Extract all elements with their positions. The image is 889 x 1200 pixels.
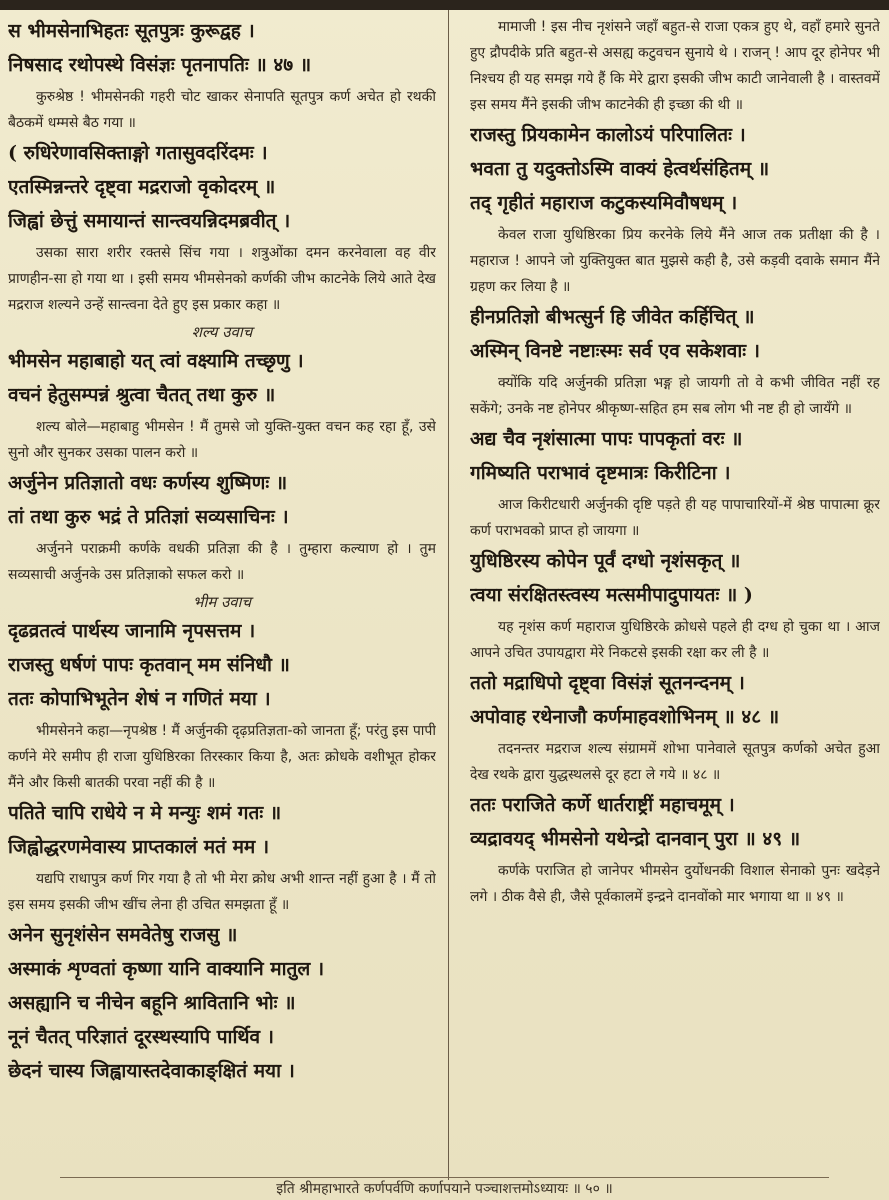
hindi-translation-paragraph: भीमसेनने कहा—नृपश्रेष्ठ ! मैं अर्जुनकी दृढ़प्रतिज्ञता-को जानता हूँ; परंतु इस पापी कर्णने मेरे समीप ही राजा युधिष्ठिरका तिरस्कार किया है, अतः क्रोधके वशीभूत होकर मैंने और किसी बातकी परवा नहीं की है ॥ <box>8 723 436 791</box>
sanskrit-verse-line: ततः कोपाभिभूतेन शेषं न गणितं मया । <box>8 688 271 710</box>
hindi-translation-paragraph: क्योंकि यदि अर्जुनकी प्रतिज्ञा भङ्ग हो जायगी तो वे कभी जीवित नहीं रह सकेंगे; उनके नष्ट होनेपर श्रीकृष्ण-सहित हम सब लोग भी नष्ट ही हो जायँगे ॥ <box>470 375 880 417</box>
sanskrit-verse-line: राजस्तु प्रियकामेन कालोऽयं परिपालितः । <box>470 124 746 146</box>
sanskrit-verse-line: दृढव्रतत्वं पार्थस्य जानामि नृपसत्तम । <box>8 620 256 642</box>
hindi-translation-paragraph: शल्य बोले—महाबाहु भीमसेन ! मैं तुमसे जो युक्ति-युक्त वचन कह रहा हूँ, उसे सुनो और सुनकर उसका पालन करो ॥ <box>8 419 436 461</box>
sanskrit-verse-line: ततो मद्राधिपो दृष्ट्वा विसंज्ञं सूतनन्दनम् । <box>470 672 745 694</box>
hindi-translation-paragraph: यह नृशंस कर्ण महाराज युधिष्ठिरके क्रोधसे पहले ही दग्ध हो चुका था । आज आपने उचित उपायद्वारा मेरे निकटसे इसकी रक्षा कर ली है ॥ <box>470 619 880 661</box>
sanskrit-verse-line: अद्य चैव नृशंसात्मा पापः पापकृतां वरः ॥ <box>470 428 743 450</box>
sanskrit-verse-line: अस्माकं शृण्वतां कृष्णा यानि वाक्यानि मातुल । <box>8 958 325 980</box>
sanskrit-verse-line: निषसाद रथोपस्थे विसंज्ञः पृतनापतिः ॥ ४७ ॥ <box>8 54 312 76</box>
sanskrit-verse-line: एतस्मिन्नन्तरे दृष्ट्वा मद्रराजो वृकोदरम् ॥ <box>8 176 276 198</box>
sanskrit-verse-line: जिह्वां छेत्तुं समायान्तं सान्त्वयन्निदमब्रवीत् । <box>8 210 291 232</box>
sanskrit-verse-line: तां तथा कुरु भद्रं ते प्रतिज्ञां सव्यसाचिनः । <box>8 506 289 528</box>
sanskrit-verse-line: जिह्वोद्धरणमेवास्य प्राप्तकालं मतं मम । <box>8 836 270 858</box>
sanskrit-verse-line: अर्जुनेन प्रतिज्ञातो वधः कर्णस्य शुष्मिणः ॥ <box>8 472 288 494</box>
sanskrit-verse-line: गमिष्यति पराभावं दृष्टमात्रः किरीटिना । <box>470 462 731 484</box>
hindi-translation-paragraph: तदनन्तर मद्रराज शल्य संग्राममें शोभा पानेवाले सूतपुत्र कर्णको अचेत हुआ देख रथके द्वारा युद्धस्थलसे दूर हटा ले गये ॥ ४८ ॥ <box>470 741 880 783</box>
right-column <box>470 14 880 1172</box>
sanskrit-verse-line: ( रुधिरेणावसिक्ताङ्गो गतासुवदरिंदमः । <box>8 142 268 164</box>
sanskrit-verse-line: राजस्तु धर्षणं पापः कृतवान् मम संनिधौ ॥ <box>8 654 290 676</box>
sanskrit-verse-line: तद् गृहीतं महाराज कटुकस्यमिवौषधम् । <box>470 192 738 214</box>
hindi-translation-paragraph: उसका सारा शरीर रक्तसे सिंच गया । शत्रुओंका दमन करनेवाला वह वीर प्राणहीन-सा हो गया था । इसी समय भीमसेनको कर्णकी जीभ काटनेके लिये आते देख मद्रराज शल्यने उन्हें सान्त्वना देते हुए इस प्रकार कहा ॥ <box>8 245 436 313</box>
speaker-heading: भीम उवाच <box>192 593 252 611</box>
sanskrit-verse-line: नूनं चैतत् परिज्ञातं दूरस्थस्यापि पार्थिव । <box>8 1026 274 1048</box>
sanskrit-verse-line: भवता तु यदुक्तोऽस्मि वाक्यं हेत्वर्थसंहितम् ॥ <box>470 158 770 180</box>
sanskrit-verse-line: असह्यानि च नीचेन बहूनि श्रावितानि भोः ॥ <box>8 992 296 1014</box>
hindi-translation-paragraph: अर्जुनने पराक्रमी कर्णके वधकी प्रतिज्ञा की है । तुम्हारा कल्याण हो । तुम सव्यसाची अर्जुनके उस प्रतिज्ञाको सफल करो ॥ <box>8 541 436 583</box>
sanskrit-verse-line: स भीमसेनाभिहतः सूतपुत्रः कुरूद्वह । <box>8 20 255 42</box>
column-divider <box>448 10 449 1180</box>
sanskrit-verse-line: व्यद्रावयद् भीमसेनो यथेन्द्रो दानवान् पुरा ॥ ४९ ॥ <box>470 828 801 850</box>
sanskrit-verse-line: हीनप्रतिज्ञो बीभत्सुर्न हि जीवेत कर्हिचित् ॥ <box>470 306 755 328</box>
left-column <box>8 14 436 1172</box>
sanskrit-verse-line: ततः पराजिते कर्णे धार्तराष्ट्रीं महाचमूम् । <box>470 794 735 816</box>
sanskrit-verse-line: युधिष्ठिरस्य कोपेन पूर्वं दग्धो नृशंसकृत् ॥ <box>470 550 741 572</box>
hindi-translation-paragraph: आज किरीटधारी अर्जुनकी दृष्टि पड़ते ही यह पापाचारियों-में श्रेष्ठ पापात्मा क्रूर कर्ण पराभवको प्राप्त हो जायगा ॥ <box>470 497 880 539</box>
sanskrit-verse-line: पतिते चापि राधेये न मे मन्युः शमं गतः ॥ <box>8 802 282 824</box>
hindi-translation-paragraph: केवल राजा युधिष्ठिरका प्रिय करनेके लिये मैंने आज तक प्रतीक्षा की है । महाराज ! आपने जो युक्तियुक्त बात मुझसे कही है, उसे कड़वी दवाके समान मैंने ग्रहण कर लिया है ॥ <box>470 227 880 295</box>
chapter-colophon: इति श्रीमहाभारते कर्णपर्वणि कर्णापयाने पञ्चाशत्तमोऽध्यायः ॥ ५० ॥ <box>60 1177 829 1200</box>
hindi-translation-paragraph: यद्यपि राधापुत्र कर्ण गिर गया है तो भी मेरा क्रोध अभी शान्त नहीं हुआ है । मैं तो इस समय इसकी जीभ खींच लेना ही उचित समझता हूँ ॥ <box>8 871 436 913</box>
sanskrit-verse-line: वचनं हेतुसम्पन्नं श्रुत्वा चैतत् तथा कुरु ॥ <box>8 384 276 406</box>
sanskrit-verse-line: अनेन सुनृशंसेन समवेतेषु राजसु ॥ <box>8 924 238 946</box>
hindi-translation-paragraph: कुरुश्रेष्ठ ! भीमसेनकी गहरी चोट खाकर सेनापति सूतपुत्र कर्ण अचेत हो रथकी बैठकमें धम्मसे बैठ गया ॥ <box>8 89 436 131</box>
sanskrit-verse-line: अपोवाह रथेनाजौ कर्णमाहवशोभिनम् ॥ ४८ ॥ <box>470 706 780 728</box>
top-rule <box>0 0 889 10</box>
sanskrit-verse-line: अस्मिन् विनष्टे नष्टाःस्मः सर्व एव सकेशवाः । <box>470 340 760 362</box>
speaker-heading: शल्य उवाच <box>191 323 253 341</box>
hindi-translation-paragraph: कर्णके पराजित हो जानेपर भीमसेन दुर्योधनकी विशाल सेनाको पुनः खदेड़ने लगे । ठीक वैसे ही, जैसे पूर्वकालमें इन्द्रने दानवोंको मार भगाया था ॥ ४९ ॥ <box>470 863 880 905</box>
sanskrit-verse-line: त्वया संरक्षितस्त्वस्य मत्समीपादुपायतः ॥ ) <box>470 584 753 606</box>
hindi-translation-paragraph: मामाजी ! इस नीच नृशंसने जहाँ बहुत-से राजा एकत्र हुए थे, वहाँ हमारे सुनते हुए द्रौपदीके प्रति बहुत-से असह्य कटुवचन सुनाये थे । राजन् ! आप दूर होनेपर भी निश्चय ही यह समझ गये हैं कि मेरे द्वारा इसकी जीभ काटी जानेवाली है । वास्तवमें इस समय मैंने इसकी जीभ काटनेकी ही इच्छा की थी ॥ <box>470 19 880 113</box>
sanskrit-verse-line: छेदनं चास्य जिह्वायास्तदेवाकाङ्क्षितं मया । <box>8 1060 295 1082</box>
sanskrit-verse-line: भीमसेन महाबाहो यत् त्वां वक्ष्यामि तच्छृणु । <box>8 350 304 372</box>
